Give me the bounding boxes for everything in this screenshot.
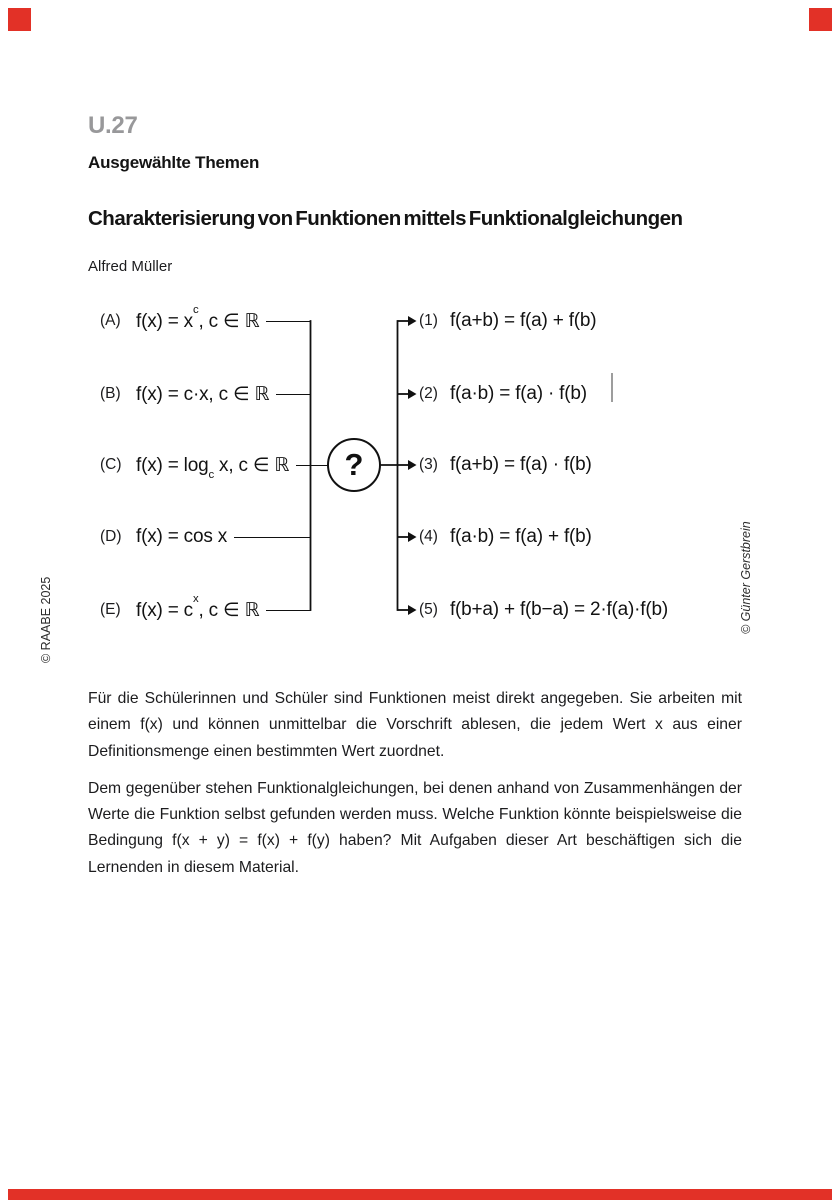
connector-line (234, 537, 311, 538)
unit-code: U.27 (88, 112, 138, 139)
copyright-raabe: © RAABE 2025 (39, 576, 53, 663)
equation-item (419, 449, 592, 481)
connector-line (296, 465, 328, 466)
crop-mark-top-right (809, 8, 832, 31)
equation-formula: f(a·b) = f(a) · f(b) (449, 383, 587, 404)
equation-formula: f(a·b) = f(a) + f(b) (449, 526, 592, 547)
question-mark: ? (344, 447, 364, 482)
function-item (100, 378, 311, 410)
equation-label: (4) (419, 528, 438, 545)
function-formula: $f(x) = x^c$, c ∈ ℝ (136, 304, 260, 332)
function-formula: f(x) = cos x (136, 526, 228, 547)
body-text (88, 686, 742, 892)
paragraph-2: Dem gegenüber stehen Funktionalgleichungen, bei denen anhand von Zusammenhängen der Werte die Funktion selbst gefunden werden muss. Welche Funktion könnte beispielsweise die Bedingung f(x + y) = f(x) + f(y) haben? Mit Aufgaben dieser Art beschäftigen sich die Lernenden in diesem Material. (88, 779, 742, 876)
function-item (100, 594, 311, 626)
equation-item (419, 305, 596, 337)
equation-item (419, 521, 592, 553)
function-item (100, 521, 311, 553)
section-label: Ausgewählte Themen (88, 153, 260, 172)
equation-formula: f(b+a) + f(b−a) = 2·f(a)·f(b) (449, 599, 669, 620)
function-label: (B) (100, 385, 121, 402)
text-cursor-artifact (611, 373, 613, 402)
equation-formula: f(a+b) = f(a) · f(b) (449, 454, 592, 475)
equation-label: (1) (419, 312, 438, 329)
function-label: (A) (100, 312, 121, 329)
equation-item (419, 594, 668, 626)
function-formula: f(x) = c·x, c ∈ ℝ (136, 383, 270, 405)
function-label: (E) (100, 601, 121, 618)
crop-mark-top-left (8, 8, 31, 31)
equation-label: (2) (419, 385, 438, 402)
function-item (100, 449, 328, 481)
copyright-author: © Günter Gerstbrein (739, 521, 753, 634)
function-label: (C) (100, 456, 122, 473)
equation-label: (3) (419, 456, 438, 473)
equation-label: (5) (419, 601, 438, 618)
paragraph-1: Für die Schülerinnen und Schüler sind Funktionen meist direkt angegeben. Sie arbeiten mit einem f(x) und können unmittelbar die Vorschrift ablesen, die jedem Wert x aus einer Definitionsmenge einen bestimmten Wert zuordnet. (88, 690, 742, 760)
equation-formula: f(a+b) = f(a) + f(b) (449, 310, 597, 331)
function-formula: $f(x) = \log_c x$, c ∈ ℝ (136, 454, 290, 482)
crop-mark-bottom-bar (8, 1189, 832, 1200)
function-label: (D) (100, 528, 122, 545)
connector-line (276, 394, 311, 395)
equation-item (419, 378, 587, 410)
page-title: Charakterisierung von Funktionen mittels Funktionalgleichungen (88, 207, 683, 230)
connector-line (266, 321, 311, 322)
function-item (100, 305, 311, 337)
question-circle (327, 438, 381, 492)
author-name: Alfred Müller (88, 258, 173, 275)
connector-line (266, 610, 311, 611)
function-formula: $f(x) = c^x$, c ∈ ℝ (136, 593, 260, 621)
